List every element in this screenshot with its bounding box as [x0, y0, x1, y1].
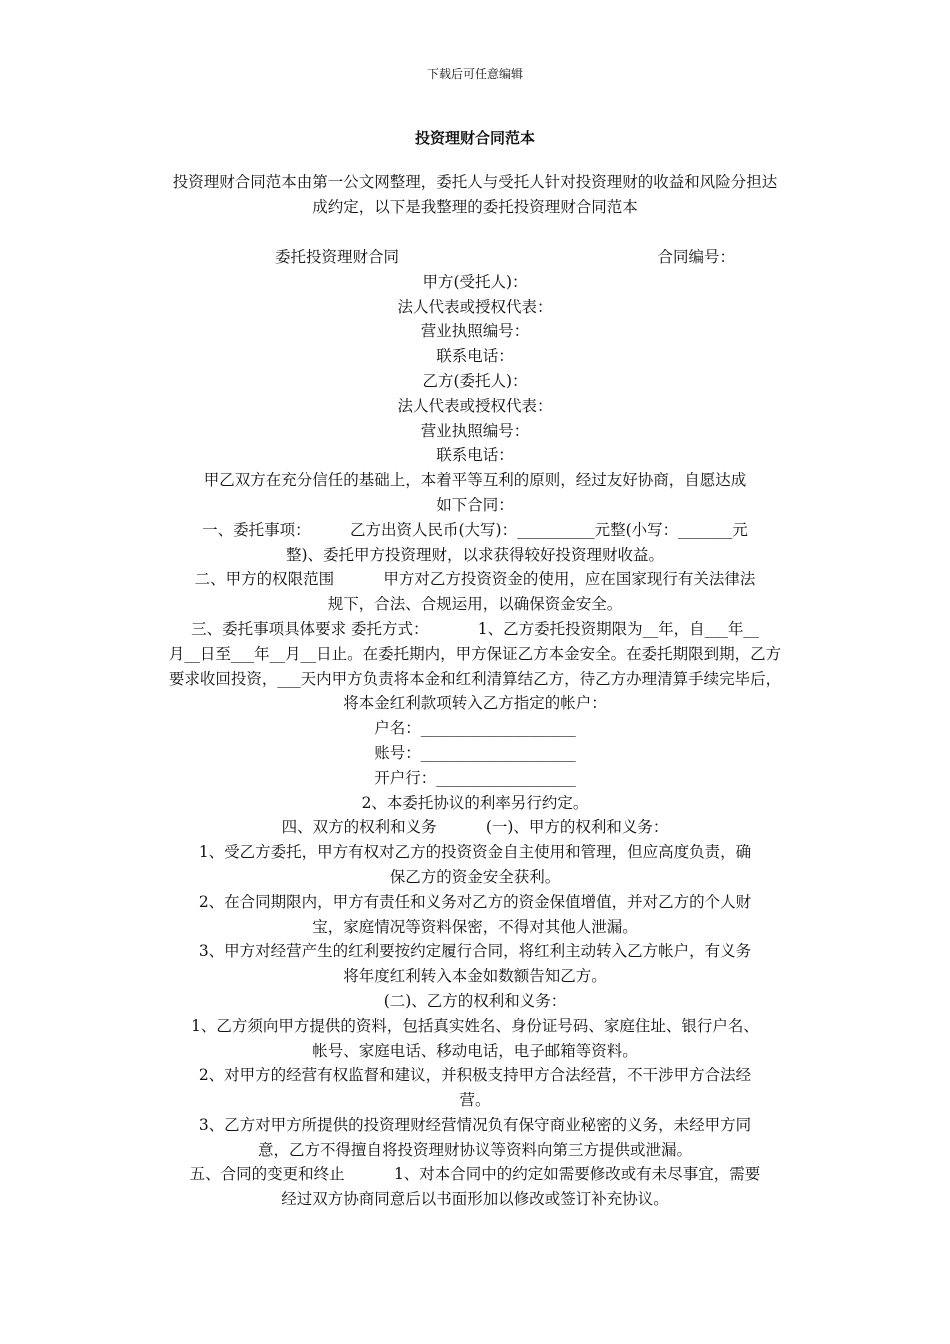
party-a-license-line: 营业执照编号： — [420, 322, 530, 341]
section-3-line: 将本金红利款项转入乙方指定的帐户： — [343, 694, 607, 713]
section-3-line: 三、委托事项具体要求 委托方式： 1、乙方委托投资期限为__年，自___年__ — [191, 619, 759, 638]
section-3-line: 要求收回投资，___天内甲方负责将本金和红利清算结乙方，待乙方办理清算手续完毕后， — [168, 669, 782, 688]
section-1-line: 整)、委托甲方投资理财，以求获得较好投资理财收益。 — [285, 545, 665, 564]
section-2-line: 规下，合法、合规运用，以确保资金安全。 — [327, 595, 623, 614]
party-a-duty-line: 保乙方的资金安全获利。 — [389, 867, 561, 886]
party-b-duty-line: 2、对甲方的经营有权监督和建议，并积极支持甲方合法经营，不干涉甲方合法经 — [198, 1066, 752, 1085]
party-a-duty-line: 宝，家庭情况等资料保密，不得对其他人泄漏。 — [312, 917, 638, 936]
interest-rate-line: 2、本委托协议的利率另行约定。 — [361, 793, 589, 812]
intro-paragraph — [140, 170, 810, 220]
party-b-duty-heading: (二)、乙方的权利和义务： — [383, 991, 567, 1010]
preamble-line: 甲乙双方在充分信任的基础上，本着平等互利的原则，经过友好协商，自愿达成 — [203, 471, 747, 490]
party-a-phone-line: 联系电话： — [436, 347, 514, 366]
intro-line: 投资理财合同范本由第一公文网整理，委托人与受托人针对投资理财的收益和风险分担达 — [172, 173, 778, 191]
party-b-duty-line: 营。 — [459, 1091, 491, 1110]
bank-line: 开户行：__________________ — [374, 768, 576, 787]
party-b-duty-line: 意，乙方不得擅自将投资理财协议等资料向第三方提供或泄漏。 — [257, 1140, 692, 1159]
section-5-line: 五、合同的变更和终止 1、对本合同中的约定如需要修改或有未尽事宜，需要 — [189, 1165, 761, 1184]
contract-header-row — [115, 245, 835, 270]
party-a-duty-line: 2、在合同期限内，甲方有责任和义务对乙方的资金保值增值，并对乙方的个人财 — [198, 892, 752, 911]
party-a-rep-line: 法人代表或授权代表： — [397, 297, 553, 316]
contract-name: 委托投资理财合同 — [275, 248, 400, 266]
party-a-duty-line: 1、受乙方委托，甲方有权对乙方的投资资金自主使用和管理，但应高度负责，确 — [198, 843, 752, 862]
party-b-rep-line: 法人代表或授权代表： — [397, 396, 553, 415]
section-4-heading: 四、双方的权利和义务 (一)、甲方的权利和义务： — [281, 818, 669, 837]
party-a-duty-line: 3、甲方对经营产生的红利要按约定履行合同，将红利主动转入乙方帐户，有义务 — [198, 942, 752, 961]
party-b-duty-line: 1、乙方须向甲方提供的资料，包括真实姓名、身份证号码、家庭住址、银行户名、 — [191, 1016, 759, 1035]
document-title: 投资理财合同范本 — [414, 129, 535, 147]
preamble-line: 如下合同： — [436, 495, 514, 514]
party-b-license-line: 营业执照编号： — [420, 421, 530, 440]
section-3-line: 月__日至___年__月__日止。在委托期内，甲方保证乙方本金安全。在委托期限到期，乙方 — [168, 644, 782, 663]
party-b-line: 乙方(委托人)： — [422, 371, 528, 390]
party-b-duty-line: 3、乙方对甲方所提供的投资理财经营情况负有保守商业秘密的义务，未经甲方同 — [198, 1115, 752, 1134]
party-a-line: 甲方(受托人)： — [422, 272, 528, 291]
contract-number-label: 合同编号： — [657, 248, 735, 266]
section-5-line: 经过双方协商同意后以书面形加以修改或签订补充协议。 — [281, 1190, 669, 1209]
party-b-duty-line: 帐号、家庭电话、移动电话，电子邮箱等资料。 — [312, 1041, 638, 1060]
party-a-duty-line: 将年度红利转入本金如数额告知乙方。 — [343, 967, 607, 986]
contract-body — [115, 245, 835, 1212]
section-2-line: 二、甲方的权限范围 甲方对乙方投资资金的使用，应在国家现行有关法律法 — [194, 570, 756, 589]
account-number-line: 账号：____________________ — [374, 743, 576, 762]
account-name-line: 户名：____________________ — [374, 719, 576, 738]
header-note: 下载后可任意编辑 — [426, 67, 523, 81]
party-b-phone-line: 联系电话： — [436, 446, 514, 465]
intro-line: 成约定，以下是我整理的委托投资理财合同范本 — [312, 198, 638, 216]
section-1-line: 一、委托事项： 乙方出资人民币(大写)：__________元整(小写：_______元 — [202, 520, 748, 539]
